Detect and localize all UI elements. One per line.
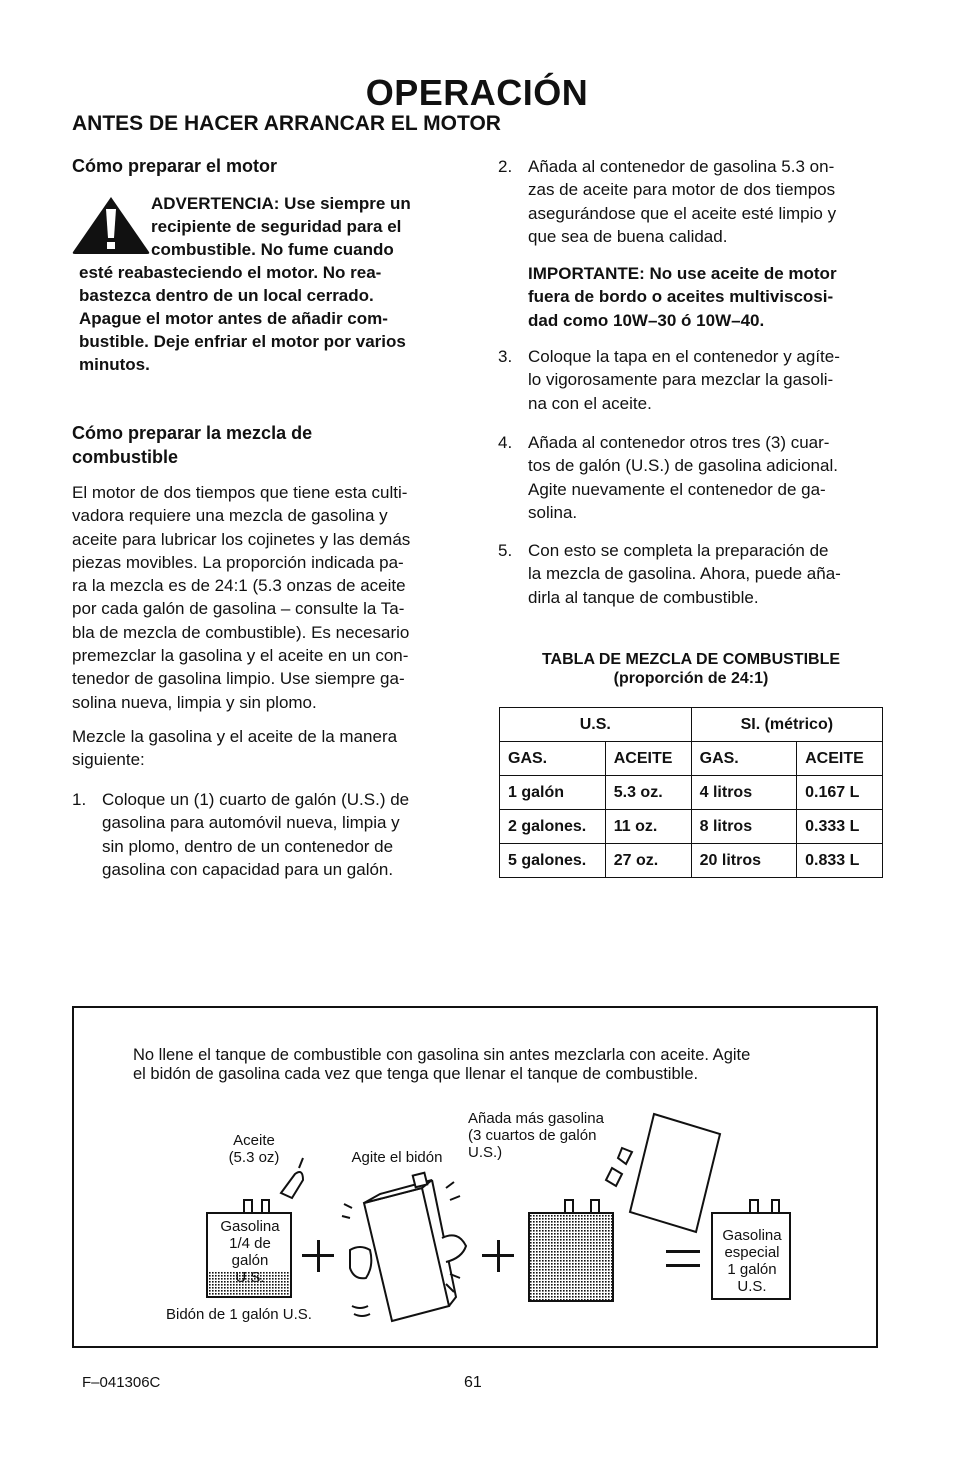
section-title: ANTES DE HACER ARRANCAR EL MOTOR [72, 112, 501, 135]
table-cell: 0.833 L [797, 844, 883, 878]
paragraph-intro [72, 481, 472, 714]
pouring-can-icon [606, 1114, 720, 1232]
paragraph-line: solina nueva, limpia y sin plomo. [72, 692, 317, 712]
table-cell: 8 litros [691, 810, 796, 844]
fuel-notice-box [72, 1006, 878, 1348]
table-cell: 4 litros [691, 776, 796, 810]
gas-can-mixed-icon [529, 1200, 613, 1301]
step-number: 5. [498, 541, 513, 560]
table-row [500, 776, 883, 810]
warning-line-5: bastezca dentro de un local cerrado. [79, 286, 374, 305]
warning-triangle-icon [71, 195, 151, 255]
table-column-header: ACEITE [605, 742, 691, 776]
step-2 [498, 155, 898, 251]
label-line: Aceite [233, 1132, 275, 1149]
label-line: U.S.) [468, 1144, 503, 1161]
step-line: zas de aceite para motor de dos tiempos [528, 180, 836, 200]
step-line: Coloque un (1) cuarto de galón (U.S.) de [102, 790, 410, 809]
page-number: 61 [464, 1374, 482, 1391]
notice-line: No llene el tanque de combustible con gasolina sin antes mezclarla con aceite. Agite [133, 1046, 751, 1064]
label-line: U.S. [235, 1269, 265, 1286]
step-line: Con esto se completa la preparación de [528, 541, 829, 560]
paragraph-line: siguiente: [72, 750, 145, 770]
warning-line-1: ADVERTENCIA: Use siempre un [151, 194, 411, 213]
step-text [102, 788, 409, 881]
label-shake: Agite el bidón [351, 1149, 443, 1166]
important-line: dad como 10W–30 ó 10W–40. [528, 310, 765, 330]
subheading-fuel-mix-1: Cómo preparar la mezcla de [72, 423, 313, 443]
table-cell: 2 galones. [500, 810, 606, 844]
step-1 [72, 788, 472, 884]
paragraph-line: por cada galón de gasolina – consulte la Ta- [72, 599, 405, 619]
warning-line-7: bustible. Deje enfriar el motor por varios [79, 332, 406, 351]
important-line: IMPORTANTE: No use aceite de motor [528, 264, 837, 283]
step-line: que sea de buena calidad. [528, 226, 728, 246]
warning-line-3: combustible. No fume cuando [151, 240, 394, 259]
step-4 [498, 431, 898, 527]
shake-can-icon [342, 1173, 466, 1321]
important-note [528, 262, 837, 332]
label-oil [222, 1132, 286, 1166]
table-title: TABLA DE MEZCLA DE COMBUSTIBLE [541, 651, 841, 668]
table-cell: 0.333 L [797, 810, 883, 844]
table-title-block [498, 650, 884, 688]
step-line: asegurándose que el aceite esté limpio y [528, 203, 837, 223]
step-line: Agite nuevamente el contenedor de ga- [528, 479, 826, 499]
step-line: la mezcla de gasolina. Ahora, puede aña- [528, 564, 841, 584]
paragraph-mix-method [72, 725, 397, 772]
step-text [528, 539, 841, 609]
step-5 [498, 539, 898, 611]
subheading-prepare-engine: Cómo preparar el motor [72, 156, 278, 176]
label-line: Añada más gasolina [468, 1110, 604, 1127]
step-text [528, 345, 840, 415]
label-line: U.S. [737, 1278, 767, 1295]
paragraph-line: El motor de dos tiempos que tiene esta culti- [72, 483, 408, 502]
table-column-header: GAS. [500, 742, 606, 776]
paragraph-line: aceite para lubricar los cojinetes y las demás [72, 529, 411, 549]
table-cell: 5 galones. [500, 844, 606, 878]
paragraph-line: premezclar la gasolina y el aceite en un con- [72, 646, 409, 666]
table-row [500, 810, 883, 844]
step-line: tos de galón (U.S.) de gasolina adicional. [528, 456, 838, 476]
table-subtitle: (proporción de 24:1) [613, 670, 769, 687]
step-line: gasolina con capacidad para un galón. [102, 859, 394, 879]
step-line: solina. [528, 502, 578, 522]
step-text [528, 155, 836, 248]
step-number: 4. [498, 433, 513, 452]
table-column-header-row [500, 742, 883, 776]
step-text [528, 431, 838, 524]
page-title: OPERACIÓN [365, 72, 589, 113]
label-line: especial [724, 1244, 780, 1261]
label-line: galón [231, 1252, 269, 1269]
important-line: fuera de bordo o aceites multiviscosi- [528, 287, 834, 307]
step-3 [498, 345, 898, 417]
warning-line-4: esté reabasteciendo el motor. No rea- [79, 263, 382, 282]
warning-line-8: minutos. [79, 355, 150, 374]
table-cell: 1 galón [500, 776, 606, 810]
equals-sign [666, 1250, 700, 1267]
step-line: lo vigorosamente para mezclar la gasoli- [528, 370, 834, 390]
fuel-mix-table [499, 707, 883, 878]
label-line: (5.3 oz) [228, 1149, 280, 1166]
label-line: 1 galón [727, 1261, 777, 1278]
label-line: Gasolina [722, 1227, 782, 1244]
table-cell: 27 oz. [605, 844, 691, 878]
step-line: na con el aceite. [528, 393, 652, 413]
subheading-fuel-mix-2: combustible [72, 447, 179, 467]
mixing-illustration [74, 1008, 876, 1346]
label-line: 1/4 de [229, 1235, 271, 1252]
step-number: 2. [498, 157, 513, 176]
footer-code: F–041306C [82, 1374, 161, 1391]
paragraph-line: Mezcle la gasolina y el aceite de la manera [72, 727, 398, 746]
label-line: (3 cuartos de galón [468, 1127, 597, 1144]
plus-sign [482, 1240, 514, 1272]
table-group-header: U.S. [500, 708, 692, 742]
paragraph-line: vadora requiere una mezcla de gasolina y [72, 506, 388, 526]
step-line: dirla al tanque de combustible. [528, 587, 759, 607]
table-column-header: GAS. [691, 742, 796, 776]
paragraph-line: piezas movibles. La proporción indicada pa- [72, 552, 404, 572]
table-cell: 11 oz. [605, 810, 691, 844]
warning-line-2: recipiente de seguridad para el [151, 217, 402, 236]
table-group-header-row [500, 708, 883, 742]
step-line: Añada al contenedor otros tres (3) cuar- [528, 433, 830, 452]
table-group-header: SI. (métrico) [691, 708, 882, 742]
step-line: Añada al contenedor de gasolina 5.3 on- [528, 157, 835, 176]
step-line: Coloque la tapa en el contenedor y agíte- [528, 347, 840, 366]
step-number: 3. [498, 347, 513, 366]
label-one-gallon-can: Bidón de 1 galón U.S. [166, 1306, 312, 1323]
label-line: Gasolina [220, 1218, 280, 1235]
step-line: gasolina para automóvil nueva, limpia y [102, 813, 400, 833]
table-row [500, 844, 883, 878]
table-cell: 5.3 oz. [605, 776, 691, 810]
step-line: sin plomo, dentro de un contenedor de [102, 836, 394, 856]
paragraph-line: bla de mezcla de combustible). Es necesario [72, 622, 410, 642]
paragraph-line: tenedor de gasolina limpio. Use siempre ga- [72, 669, 405, 689]
label-can-final [713, 1227, 791, 1295]
warning-line-6: Apague el motor antes de añadir com- [79, 309, 388, 328]
table-column-header: ACEITE [797, 742, 883, 776]
label-add-more [468, 1110, 604, 1161]
label-can-quarter [208, 1218, 292, 1286]
table-cell: 0.167 L [797, 776, 883, 810]
notice-line: el bidón de gasolina cada vez que tenga que llenar el tanque de combustible. [133, 1065, 699, 1083]
paragraph-line: ra la mezcla es de 24:1 (5.3 onzas de aceite [72, 576, 406, 596]
table-cell: 20 litros [691, 844, 796, 878]
plus-sign [302, 1240, 334, 1272]
step-number: 1. [72, 790, 87, 809]
